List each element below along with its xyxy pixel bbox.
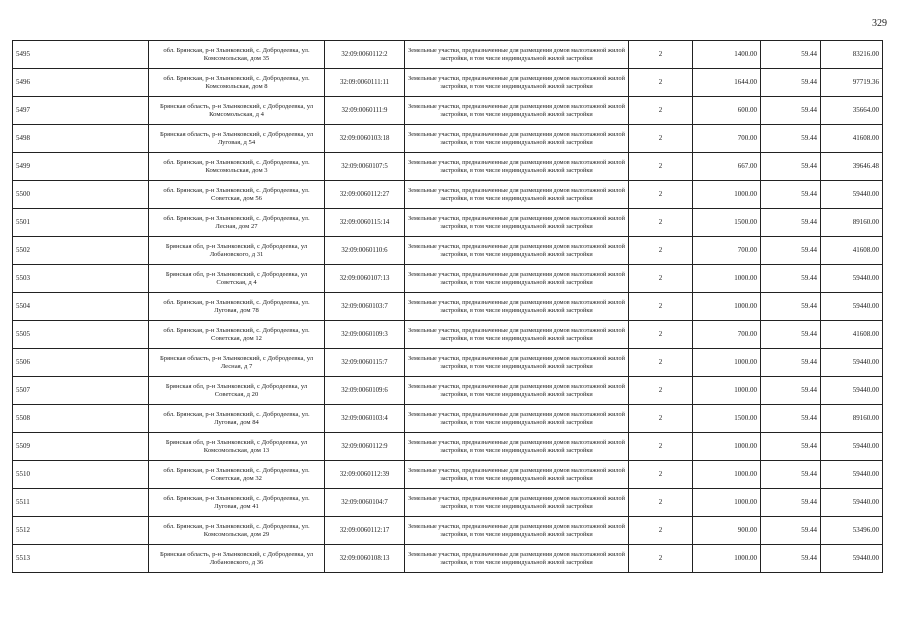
permitted-use-cell: Земельные участки, предназначенные для размещения домов малоэтажной жилой застройки, в том числе индивидуальной жилой застройки — [405, 41, 629, 69]
cadastral-value-cell: 59440.00 — [821, 545, 883, 573]
address-cell: обл. Брянская, р-н Злынковский, с. Добродеевка, ул. Советская, дом 56 — [149, 181, 325, 209]
table-row — [13, 69, 883, 97]
row-number: 5512 — [13, 517, 149, 545]
cadastral-number-cell: 32:09:0060112:39 — [325, 461, 405, 489]
cadastral-value-cell: 59440.00 — [821, 461, 883, 489]
row-number: 5503 — [13, 265, 149, 293]
cadastral-number-cell: 32:09:0060109:6 — [325, 377, 405, 405]
cadastral-value-cell: 39646.48 — [821, 153, 883, 181]
group-code-cell: 2 — [629, 321, 693, 349]
specific-value-cell: 59.44 — [761, 265, 821, 293]
table-row — [13, 265, 883, 293]
permitted-use-cell: Земельные участки, предназначенные для размещения домов малоэтажной жилой застройки, в том числе индивидуальной жилой застройки — [405, 181, 629, 209]
area-cell: 1000.00 — [693, 461, 761, 489]
cadastral-number-cell: 32:09:0060115:14 — [325, 209, 405, 237]
specific-value-cell: 59.44 — [761, 181, 821, 209]
address-cell: Брянская область, р-н Злынковский, с Добродеевка, ул Лесная, д 7 — [149, 349, 325, 377]
cadastral-number-cell: 32:09:0060107:13 — [325, 265, 405, 293]
specific-value-cell: 59.44 — [761, 517, 821, 545]
land-plot-table — [12, 40, 883, 573]
permitted-use-cell: Земельные участки, предназначенные для размещения домов малоэтажной жилой застройки, в том числе индивидуальной жилой застройки — [405, 97, 629, 125]
area-cell: 1500.00 — [693, 405, 761, 433]
address-cell: обл. Брянская, р-н Злынковский, с. Добродеевка, ул. Комсомольская, дом 35 — [149, 41, 325, 69]
specific-value-cell: 59.44 — [761, 545, 821, 573]
cadastral-value-cell: 89160.00 — [821, 405, 883, 433]
permitted-use-cell: Земельные участки, предназначенные для размещения домов малоэтажной жилой застройки, в том числе индивидуальной жилой застройки — [405, 237, 629, 265]
group-code-cell: 2 — [629, 489, 693, 517]
row-number: 5504 — [13, 293, 149, 321]
cadastral-number-cell: 32:09:0060103:7 — [325, 293, 405, 321]
table-row — [13, 433, 883, 461]
row-number: 5495 — [13, 41, 149, 69]
address-cell: обл. Брянская, р-н Злынковский, с. Добродеевка, ул. Луговая, дом 41 — [149, 489, 325, 517]
address-cell: обл. Брянская, р-н Злынковский, с. Добродеевка, ул. Советская, дом 12 — [149, 321, 325, 349]
area-cell: 1000.00 — [693, 377, 761, 405]
row-number: 5497 — [13, 97, 149, 125]
specific-value-cell: 59.44 — [761, 293, 821, 321]
area-cell: 1000.00 — [693, 181, 761, 209]
group-code-cell: 2 — [629, 125, 693, 153]
address-cell: обл. Брянская, р-н Злынковский, с. Добродеевка, ул. Комсомольская, дом 8 — [149, 69, 325, 97]
group-code-cell: 2 — [629, 461, 693, 489]
group-code-cell: 2 — [629, 405, 693, 433]
area-cell: 1000.00 — [693, 293, 761, 321]
table-row — [13, 349, 883, 377]
group-code-cell: 2 — [629, 153, 693, 181]
cadastral-number-cell: 32:09:0060109:3 — [325, 321, 405, 349]
cadastral-number-cell: 32:09:0060115:7 — [325, 349, 405, 377]
cadastral-number-cell: 32:09:0060110:6 — [325, 237, 405, 265]
permitted-use-cell: Земельные участки, предназначенные для размещения домов малоэтажной жилой застройки, в том числе индивидуальной жилой застройки — [405, 321, 629, 349]
cadastral-value-cell: 41608.00 — [821, 321, 883, 349]
table-row — [13, 405, 883, 433]
area-cell: 1000.00 — [693, 489, 761, 517]
group-code-cell: 2 — [629, 97, 693, 125]
cadastral-value-cell: 59440.00 — [821, 293, 883, 321]
address-cell: обл. Брянская, р-н Злынковский, с. Добродеевка, ул. Луговая, дом 78 — [149, 293, 325, 321]
specific-value-cell: 59.44 — [761, 209, 821, 237]
address-cell: обл. Брянская, р-н Злынковский, с. Добродеевка, ул. Комсомольская, дом 3 — [149, 153, 325, 181]
row-number: 5500 — [13, 181, 149, 209]
permitted-use-cell: Земельные участки, предназначенные для размещения домов малоэтажной жилой застройки, в том числе индивидуальной жилой застройки — [405, 69, 629, 97]
group-code-cell: 2 — [629, 237, 693, 265]
cadastral-value-cell: 97719.36 — [821, 69, 883, 97]
area-cell: 667.00 — [693, 153, 761, 181]
address-cell: Брянская область, р-н Злынковский, с Добродеевка, ул Комсомольская, д 4 — [149, 97, 325, 125]
permitted-use-cell: Земельные участки, предназначенные для размещения домов малоэтажной жилой застройки, в том числе индивидуальной жилой застройки — [405, 153, 629, 181]
specific-value-cell: 59.44 — [761, 69, 821, 97]
cadastral-value-cell: 59440.00 — [821, 377, 883, 405]
table-row — [13, 489, 883, 517]
group-code-cell: 2 — [629, 181, 693, 209]
table-row — [13, 517, 883, 545]
cadastral-number-cell: 32:09:0060104:7 — [325, 489, 405, 517]
area-cell: 1000.00 — [693, 265, 761, 293]
specific-value-cell: 59.44 — [761, 237, 821, 265]
row-number: 5511 — [13, 489, 149, 517]
specific-value-cell: 59.44 — [761, 377, 821, 405]
table-row — [13, 237, 883, 265]
cadastral-value-cell: 35664.00 — [821, 97, 883, 125]
row-number: 5506 — [13, 349, 149, 377]
area-cell: 900.00 — [693, 517, 761, 545]
cadastral-number-cell: 32:09:0060111:9 — [325, 97, 405, 125]
area-cell: 1400.00 — [693, 41, 761, 69]
specific-value-cell: 59.44 — [761, 41, 821, 69]
group-code-cell: 2 — [629, 377, 693, 405]
group-code-cell: 2 — [629, 41, 693, 69]
table-row — [13, 293, 883, 321]
permitted-use-cell: Земельные участки, предназначенные для размещения домов малоэтажной жилой застройки, в том числе индивидуальной жилой застройки — [405, 405, 629, 433]
cadastral-number-cell: 32:09:0060108:13 — [325, 545, 405, 573]
area-cell: 1000.00 — [693, 433, 761, 461]
area-cell: 1000.00 — [693, 349, 761, 377]
row-number: 5507 — [13, 377, 149, 405]
permitted-use-cell: Земельные участки, предназначенные для размещения домов малоэтажной жилой застройки, в том числе индивидуальной жилой застройки — [405, 349, 629, 377]
area-cell: 700.00 — [693, 321, 761, 349]
table-row — [13, 181, 883, 209]
permitted-use-cell: Земельные участки, предназначенные для размещения домов малоэтажной жилой застройки, в том числе индивидуальной жилой застройки — [405, 545, 629, 573]
address-cell: обл. Брянская, р-н Злынковский, с. Добродеевка, ул. Советская, дом 32 — [149, 461, 325, 489]
permitted-use-cell: Земельные участки, предназначенные для размещения домов малоэтажной жилой застройки, в том числе индивидуальной жилой застройки — [405, 293, 629, 321]
address-cell: Брянская обл, р-н Злынковский, с Добродеевка, ул Советская, д 20 — [149, 377, 325, 405]
permitted-use-cell: Земельные участки, предназначенные для размещения домов малоэтажной жилой застройки, в том числе индивидуальной жилой застройки — [405, 209, 629, 237]
specific-value-cell: 59.44 — [761, 153, 821, 181]
table-row — [13, 41, 883, 69]
specific-value-cell: 59.44 — [761, 125, 821, 153]
row-number: 5501 — [13, 209, 149, 237]
row-number: 5499 — [13, 153, 149, 181]
group-code-cell: 2 — [629, 545, 693, 573]
cadastral-value-cell: 59440.00 — [821, 489, 883, 517]
address-cell: Брянская обл, р-н Злынковский, с Добродеевка, ул Лобановского, д 31 — [149, 237, 325, 265]
address-cell: Брянская область, р-н Злынковский, с Добродеевка, ул Лобановского, д 36 — [149, 545, 325, 573]
area-cell: 1500.00 — [693, 209, 761, 237]
cadastral-value-cell: 41608.00 — [821, 125, 883, 153]
area-cell: 600.00 — [693, 97, 761, 125]
row-number: 5513 — [13, 545, 149, 573]
row-number: 5510 — [13, 461, 149, 489]
permitted-use-cell: Земельные участки, предназначенные для размещения домов малоэтажной жилой застройки, в том числе индивидуальной жилой застройки — [405, 377, 629, 405]
permitted-use-cell: Земельные участки, предназначенные для размещения домов малоэтажной жилой застройки, в том числе индивидуальной жилой застройки — [405, 461, 629, 489]
table-row — [13, 153, 883, 181]
permitted-use-cell: Земельные участки, предназначенные для размещения домов малоэтажной жилой застройки, в том числе индивидуальной жилой застройки — [405, 433, 629, 461]
group-code-cell: 2 — [629, 349, 693, 377]
cadastral-value-cell: 53496.00 — [821, 517, 883, 545]
cadastral-number-cell: 32:09:0060112:9 — [325, 433, 405, 461]
cadastral-value-cell: 41608.00 — [821, 237, 883, 265]
area-cell: 700.00 — [693, 125, 761, 153]
specific-value-cell: 59.44 — [761, 489, 821, 517]
permitted-use-cell: Земельные участки, предназначенные для размещения домов малоэтажной жилой застройки, в том числе индивидуальной жилой застройки — [405, 125, 629, 153]
area-cell: 1644.00 — [693, 69, 761, 97]
cadastral-value-cell: 59440.00 — [821, 265, 883, 293]
cadastral-number-cell: 32:09:0060103:18 — [325, 125, 405, 153]
cadastral-number-cell: 32:09:0060111:11 — [325, 69, 405, 97]
specific-value-cell: 59.44 — [761, 321, 821, 349]
cadastral-value-cell: 59440.00 — [821, 433, 883, 461]
cadastral-number-cell: 32:09:0060112:27 — [325, 181, 405, 209]
address-cell: обл. Брянская, р-н Злынковский, с. Добродеевка, ул. Луговая, дом 84 — [149, 405, 325, 433]
address-cell: Брянская обл, р-н Злынковский, с Добродеевка, ул Комсомольская, дом 13 — [149, 433, 325, 461]
table-row — [13, 377, 883, 405]
table-row — [13, 125, 883, 153]
cadastral-value-cell: 83216.00 — [821, 41, 883, 69]
group-code-cell: 2 — [629, 209, 693, 237]
cadastral-number-cell: 32:09:0060112:17 — [325, 517, 405, 545]
row-number: 5498 — [13, 125, 149, 153]
row-number: 5505 — [13, 321, 149, 349]
cadastral-value-cell: 59440.00 — [821, 349, 883, 377]
address-cell: обл. Брянская, р-н Злынковский, с. Добродеевка, ул. Комсомольская, дом 29 — [149, 517, 325, 545]
row-number: 5502 — [13, 237, 149, 265]
cadastral-number-cell: 32:09:0060112:2 — [325, 41, 405, 69]
group-code-cell: 2 — [629, 265, 693, 293]
permitted-use-cell: Земельные участки, предназначенные для размещения домов малоэтажной жилой застройки, в том числе индивидуальной жилой застройки — [405, 489, 629, 517]
table-row — [13, 97, 883, 125]
specific-value-cell: 59.44 — [761, 97, 821, 125]
specific-value-cell: 59.44 — [761, 349, 821, 377]
cadastral-value-cell: 59440.00 — [821, 181, 883, 209]
group-code-cell: 2 — [629, 293, 693, 321]
specific-value-cell: 59.44 — [761, 405, 821, 433]
cadastral-number-cell: 32:09:0060107:5 — [325, 153, 405, 181]
address-cell: Брянская область, р-н Злынковский, с Добродеевка, ул Луговая, д 54 — [149, 125, 325, 153]
area-cell: 1000.00 — [693, 545, 761, 573]
group-code-cell: 2 — [629, 69, 693, 97]
permitted-use-cell: Земельные участки, предназначенные для размещения домов малоэтажной жилой застройки, в том числе индивидуальной жилой застройки — [405, 265, 629, 293]
table-row — [13, 461, 883, 489]
cadastral-number-cell: 32:09:0060103:4 — [325, 405, 405, 433]
table-row — [13, 321, 883, 349]
group-code-cell: 2 — [629, 433, 693, 461]
area-cell: 700.00 — [693, 237, 761, 265]
address-cell: Брянская обл, р-н Злынковский, с Добродеевка, ул Советская, д 4 — [149, 265, 325, 293]
cadastral-value-cell: 89160.00 — [821, 209, 883, 237]
row-number: 5509 — [13, 433, 149, 461]
row-number: 5508 — [13, 405, 149, 433]
permitted-use-cell: Земельные участки, предназначенные для размещения домов малоэтажной жилой застройки, в том числе индивидуальной жилой застройки — [405, 517, 629, 545]
row-number: 5496 — [13, 69, 149, 97]
table-row — [13, 209, 883, 237]
specific-value-cell: 59.44 — [761, 461, 821, 489]
group-code-cell: 2 — [629, 517, 693, 545]
table-row — [13, 545, 883, 573]
address-cell: обл. Брянская, р-н Злынковский, с. Добродеевка, ул. Лесная, дом 27 — [149, 209, 325, 237]
specific-value-cell: 59.44 — [761, 433, 821, 461]
page-number: 329 — [872, 18, 887, 29]
